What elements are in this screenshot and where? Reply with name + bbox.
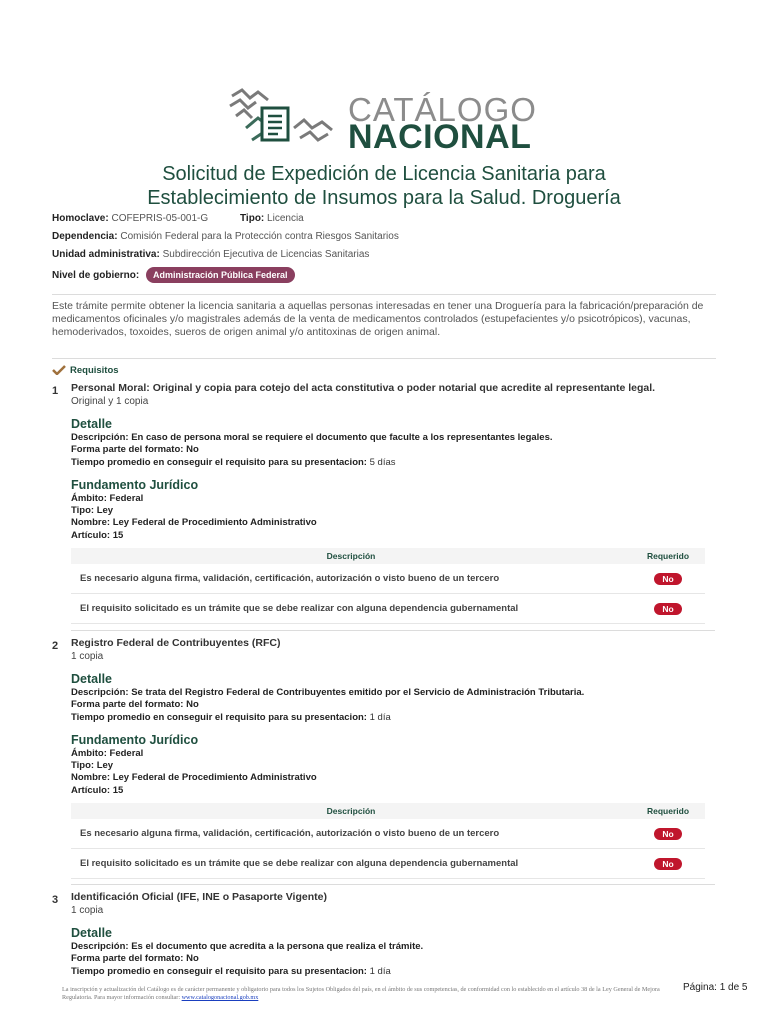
- requisito-copies: 1 copia: [71, 651, 104, 662]
- nombre-line: [71, 772, 711, 784]
- descripcion-value: En caso de persona moral se requiere el documento que faculte a los representantes legales.: [131, 432, 553, 443]
- checkmark-icon: [52, 365, 66, 375]
- ambito-value: Federal: [109, 747, 144, 759]
- tiempo-label: Tiempo promedio en conseguir el requisito para su presentacion:: [71, 456, 367, 468]
- row-description: El requisito solicitado es un trámite que se debe realizar con alguna dependencia gubernamental: [80, 603, 519, 615]
- th-requerido: Requerido: [646, 806, 690, 817]
- fundamento-heading: Fundamento Jurídico: [71, 477, 199, 492]
- forma-value: No: [186, 699, 199, 711]
- nivel-label: Nivel de gobierno:: [52, 270, 140, 281]
- th-descripcion: Descripción: [326, 551, 376, 562]
- descripcion-label: Descripción:: [71, 432, 129, 443]
- forma-label: Forma parte del formato:: [71, 699, 184, 711]
- descripcion-line: [71, 432, 711, 444]
- descripcion-value: Se trata del Registro Federal de Contribuyentes emitido por el Servicio de Administración Tributaria.: [131, 687, 585, 698]
- tiempo-line: [71, 712, 711, 724]
- descripcion-label: Descripción:: [71, 687, 129, 698]
- tiempo-line: [71, 966, 711, 978]
- requisito-item: [71, 891, 711, 978]
- requisitos-label: Requisitos: [70, 365, 119, 376]
- requisito-item: [71, 637, 711, 879]
- meta-nivel-row: [52, 267, 295, 283]
- row-description: Es necesario alguna firma, validación, certificación, autorización o visto bueno de un tercero: [80, 573, 500, 585]
- th-descripcion: Descripción: [326, 806, 376, 817]
- articulo-label: Artículo:: [71, 784, 111, 796]
- tipo-label: Tipo:: [71, 760, 95, 772]
- tiempo-label: Tiempo promedio en conseguir el requisito para su presentacion:: [71, 965, 367, 977]
- detalle-heading: Detalle: [71, 672, 112, 686]
- nombre-line: [71, 517, 711, 529]
- footer-note: [62, 986, 682, 1002]
- forma-label: Forma parte del formato:: [71, 444, 184, 456]
- tiempo-value: 1 día: [369, 965, 391, 977]
- homoclave-label: Homoclave:: [52, 213, 109, 224]
- requerido-badge: No: [654, 858, 681, 870]
- requisito-title: Personal Moral: Original y copia para cotejo del acta constitutiva o poder notarial que acredite al representante legal.: [71, 382, 656, 394]
- page-number: Página: 1 de 5: [683, 982, 748, 993]
- catalogo-nacional-logo: [228, 88, 548, 158]
- table-header: [71, 548, 705, 564]
- table-row: [71, 594, 705, 624]
- tipo-label: Tipo:: [71, 505, 95, 517]
- page-title-line-1: Solicitud de Expedición de Licencia Sanitaria para: [162, 163, 606, 185]
- ambito-line: [71, 493, 711, 505]
- nivel-badge: Administración Pública Federal: [146, 267, 295, 283]
- tipo-label: Tipo:: [240, 213, 265, 224]
- meta-homoclave-row: [52, 212, 208, 226]
- requisito-table: [71, 803, 705, 879]
- tipo-value: Ley: [96, 760, 114, 772]
- forma-label: Forma parte del formato:: [71, 953, 184, 965]
- fundamento-heading: Fundamento Jurídico: [71, 732, 199, 747]
- nombre-label: Nombre:: [71, 772, 111, 784]
- row-description: El requisito solicitado es un trámite que se debe realizar con alguna dependencia gubernamental: [80, 858, 519, 870]
- descripcion-line: [71, 687, 711, 699]
- divider: [71, 630, 715, 631]
- requisito-copies: Original y 1 copia: [71, 396, 149, 407]
- unidad-label: Unidad administrativa:: [52, 249, 160, 260]
- requerido-badge: No: [654, 603, 681, 615]
- requerido-badge: No: [654, 573, 681, 585]
- requisito-title: Identificación Oficial (IFE, INE o Pasaporte Vigente): [71, 891, 327, 903]
- forma-line: [71, 953, 711, 965]
- requisito-number: 2: [52, 640, 59, 652]
- divider: [71, 884, 715, 885]
- nombre-value: Ley Federal de Procedimiento Administrativo: [112, 517, 317, 529]
- forma-value: No: [186, 444, 199, 456]
- tiempo-label: Tiempo promedio en conseguir el requisito para su presentacion:: [71, 711, 367, 723]
- row-description: Es necesario alguna firma, validación, certificación, autorización o visto bueno de un tercero: [80, 828, 500, 840]
- table-row: [71, 819, 705, 849]
- requerido-badge: No: [654, 828, 681, 840]
- logo-emblem-icon: [228, 88, 346, 158]
- ambito-label: Ámbito:: [71, 492, 107, 504]
- descripcion-line: [71, 941, 711, 953]
- forma-value: No: [186, 953, 199, 965]
- requisito-item: [71, 382, 711, 624]
- divider: [52, 294, 716, 295]
- requisitos-heading: [52, 365, 119, 376]
- ambito-label: Ámbito:: [71, 747, 107, 759]
- descripcion-label: Descripción:: [71, 941, 129, 952]
- requisito-number: 3: [52, 894, 59, 906]
- requisito-table: [71, 548, 705, 624]
- articulo-line: [71, 530, 711, 542]
- articulo-line: [71, 785, 711, 797]
- homoclave-value: COFEPRIS-05-001-G: [111, 213, 209, 224]
- articulo-label: Artículo:: [71, 529, 111, 541]
- requisito-copies: 1 copia: [71, 905, 104, 916]
- articulo-value: 15: [112, 529, 124, 541]
- forma-line: [71, 444, 711, 456]
- unidad-value: Subdirección Ejecutiva de Licencias Sanitarias: [162, 249, 370, 260]
- dependencia-value: Comisión Federal para la Protección contra Riesgos Sanitarios: [120, 231, 399, 242]
- meta-unidad-row: [52, 248, 369, 262]
- footer-text: La inscripción y actualización del Catálogo es de carácter permanente y obligatorio para todos los Sujetos Obligados del país, en el ámbito de sus competencias, de conformidad con lo establecido en el artículo 38 de la Ley General de Mejora Regulatoria. Para mayor información consultar:: [62, 986, 660, 1001]
- detalle-heading: Detalle: [71, 926, 112, 940]
- logo-text-nacional: NACIONAL: [348, 118, 532, 156]
- descripcion-value: Es el documento que acredita a la persona que realiza el trámite.: [131, 941, 424, 952]
- th-requerido: Requerido: [646, 551, 690, 562]
- table-header: [71, 803, 705, 819]
- meta-dependencia-row: [52, 230, 399, 244]
- footer-link[interactable]: www.catalogonacional.gob.mx: [181, 994, 259, 1001]
- table-row: [71, 849, 705, 879]
- forma-line: [71, 699, 711, 711]
- tipo-value: Ley: [96, 505, 114, 517]
- dependencia-label: Dependencia:: [52, 231, 118, 242]
- nombre-label: Nombre:: [71, 517, 111, 529]
- tipo-value: Licencia: [267, 213, 304, 224]
- nombre-value: Ley Federal de Procedimiento Administrativo: [112, 772, 317, 784]
- logo-text-catalogo: CATÁLOGO: [348, 91, 537, 128]
- tiempo-value: 1 día: [369, 711, 391, 723]
- tipo-line: [71, 505, 711, 517]
- tiempo-value: 5 días: [369, 456, 396, 468]
- meta-tipo-row: [240, 212, 304, 226]
- tipo-line: [71, 760, 711, 772]
- tiempo-line: [71, 457, 711, 469]
- page-title: [60, 162, 708, 210]
- divider: [52, 358, 716, 359]
- ambito-line: [71, 748, 711, 760]
- requisito-number: 1: [52, 385, 59, 397]
- ambito-value: Federal: [109, 492, 144, 504]
- intro-paragraph: Este trámite permite obtener la licencia sanitaria a aquellas personas interesadas en tener una Droguería para la fabricación/preparación de medicamentos oficinales y/o magistrales además de la venta de medicamentos controlados (estupefacientes y/o psicotrópicos), vacunas, hemoderivados, toxoides, sueros de origen animal y/o antitoxinas de origen animal.: [52, 300, 704, 338]
- detalle-heading: Detalle: [71, 417, 112, 431]
- table-row: [71, 564, 705, 594]
- requisito-title: Registro Federal de Contribuyentes (RFC): [71, 637, 281, 649]
- articulo-value: 15: [112, 784, 124, 796]
- page-title-line-2: Establecimiento de Insumos para la Salud. Droguería: [147, 187, 621, 209]
